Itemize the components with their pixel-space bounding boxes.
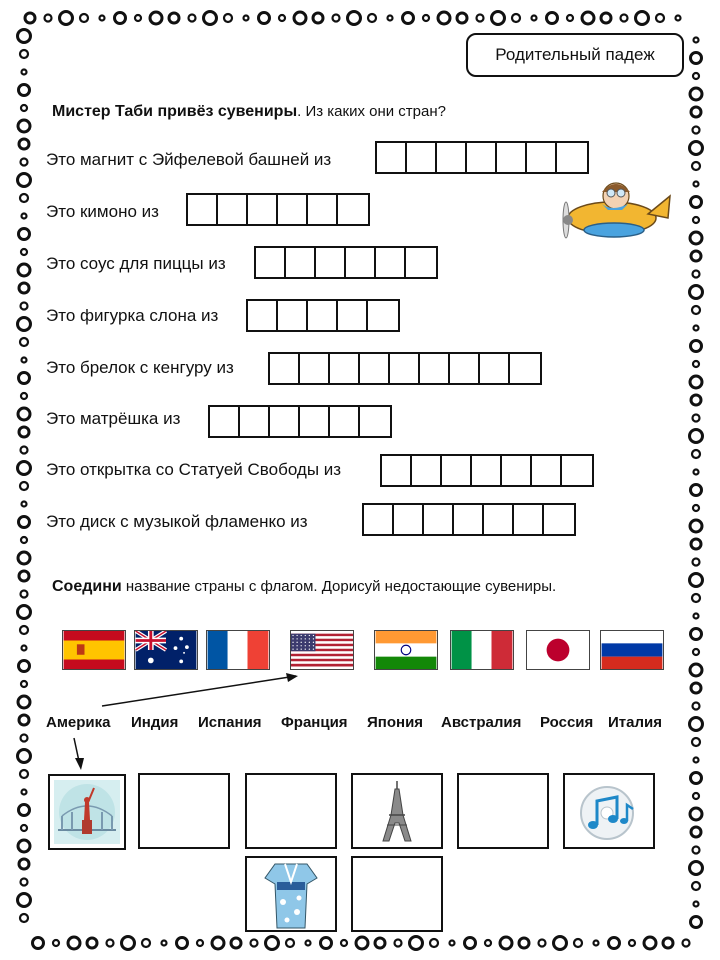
question-text: Это кимоно из xyxy=(46,202,159,221)
question-text: Это соус для пиццы из xyxy=(46,254,226,273)
eiffel-tower-picture xyxy=(351,773,443,849)
country-label[interactable]: Австралия xyxy=(441,714,522,731)
question-text: Это матрёшка из xyxy=(46,409,181,428)
task2-heading-rest: название страны с флагом. Дорисуй недостающие сувениры. xyxy=(121,578,557,595)
country-label[interactable]: Россия xyxy=(540,714,594,731)
question-text: Это фигурка слона из xyxy=(46,306,219,325)
country-label[interactable]: Италия xyxy=(608,714,662,731)
souvenir-drawing-box[interactable] xyxy=(457,773,549,849)
question-text: Это магнит с Эйфелевой башней из xyxy=(46,150,332,169)
souvenir-drawing-box[interactable] xyxy=(351,856,443,932)
task1-heading-rest: . Из каких они стран? xyxy=(297,103,446,120)
statue-of-liberty-picture xyxy=(48,774,126,850)
country-label[interactable]: Франция xyxy=(281,714,348,731)
country-label[interactable]: Япония xyxy=(367,714,424,731)
country-label[interactable]: Америка xyxy=(46,714,111,731)
souvenir-drawing-box[interactable] xyxy=(245,773,337,849)
country-label[interactable]: Индия xyxy=(131,714,179,731)
music-cd-picture xyxy=(563,773,655,849)
task1-heading-bold: Мистер Таби привёз сувениры xyxy=(52,103,298,120)
question-text: Это диск с музыкой фламенко из xyxy=(46,512,308,531)
topic-title: Родительный падеж xyxy=(495,45,655,64)
question-text: Это открытка со Статуей Свободы из xyxy=(46,460,342,479)
task2-heading-bold: Соедини xyxy=(52,578,122,595)
kimono-picture xyxy=(245,856,337,932)
country-label[interactable]: Испания xyxy=(198,714,262,731)
souvenir-drawing-box[interactable] xyxy=(138,773,230,849)
question-text: Это брелок с кенгуру из xyxy=(46,358,234,377)
